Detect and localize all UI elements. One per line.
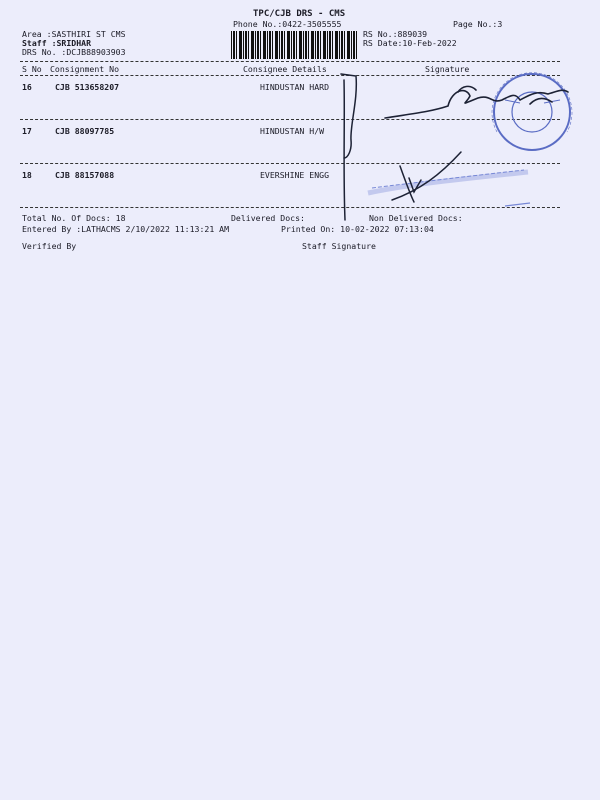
staff-signature: Staff Signature xyxy=(302,241,376,251)
divider xyxy=(20,207,560,208)
total-docs: Total No. Of Docs: 18 xyxy=(22,213,126,223)
printed-on: Printed On: 10-02-2022 07:13:04 xyxy=(281,224,434,234)
row-consignee: HINDUSTAN HARD xyxy=(260,82,330,92)
divider xyxy=(20,75,560,76)
verified-by: Verified By xyxy=(22,241,77,251)
column-header-sno: S No xyxy=(22,64,42,74)
rs-number: RS No.:889039 xyxy=(363,29,428,39)
company-stamp xyxy=(368,170,530,206)
divider xyxy=(20,61,560,62)
entered-by: Entered By :LATHACMS 2/10/2022 11:13:21 AM xyxy=(22,224,230,234)
row-sno: 18 xyxy=(22,170,32,180)
row-consignment-no: CJB 88097785 xyxy=(55,126,115,136)
column-header-consignment: Consignment No xyxy=(50,64,120,74)
rs-date: RS Date:10-Feb-2022 xyxy=(363,38,457,48)
row-sno: 16 xyxy=(22,82,32,92)
row-consignee: EVERSHINE ENGG xyxy=(260,170,330,180)
area-label: Area :SASTHIRI ST CMS xyxy=(22,29,126,39)
staff-label: Staff :SRIDHAR xyxy=(22,38,92,48)
phone-number: Phone No.:0422-3505555 xyxy=(233,19,342,29)
document-title: TPC/CJB DRS - CMS xyxy=(253,9,346,19)
barcode xyxy=(231,31,359,59)
column-header-signature: Signature xyxy=(425,64,470,74)
row-consignment-no: CJB 513658207 xyxy=(55,82,120,92)
handwritten-signature xyxy=(385,86,568,118)
row-sno: 17 xyxy=(22,126,32,136)
delivered-docs: Delivered Docs: xyxy=(231,213,305,223)
company-round-seal xyxy=(492,73,572,150)
drs-number: DRS No. :DCJB88903903 xyxy=(22,47,126,57)
divider xyxy=(20,119,560,120)
page-number: Page No.:3 xyxy=(453,19,503,29)
pen-strike-marks xyxy=(341,74,461,220)
row-consignee: HINDUSTAN H/W xyxy=(260,126,325,136)
row-consignment-no: CJB 88157088 xyxy=(55,170,115,180)
non-delivered-docs: Non Delivered Docs: xyxy=(369,213,463,223)
divider xyxy=(20,163,560,164)
column-header-consignee: Consignee Details xyxy=(243,64,327,74)
